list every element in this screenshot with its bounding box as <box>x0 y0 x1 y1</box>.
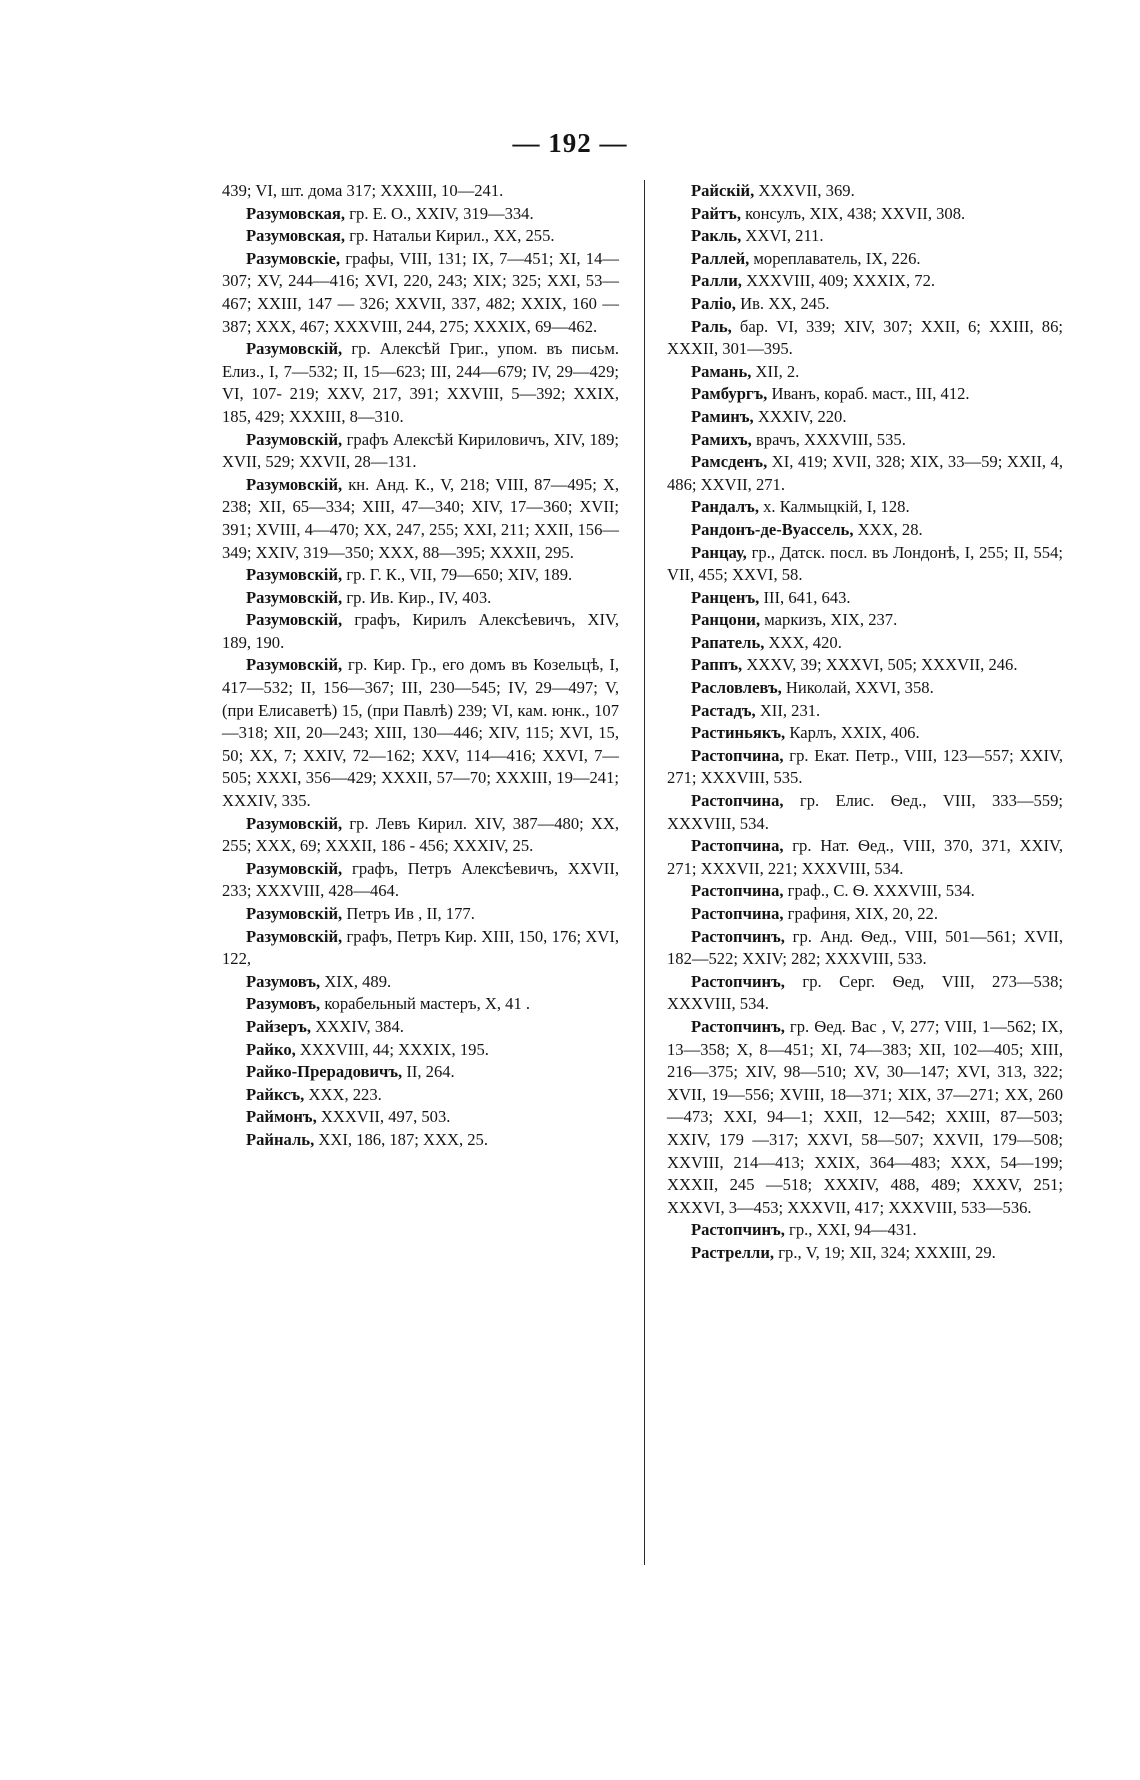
entry-references: гр. Екат. Петр., VIII, 123—557; XXIV, 271; XXXVIII, 535. <box>667 745 1063 788</box>
index-entry <box>222 203 619 226</box>
entry-references: х. Калмыцкій, I, 128. <box>758 497 910 517</box>
entry-headword: Раймонъ, <box>246 1107 317 1127</box>
index-entry <box>222 971 619 994</box>
index-entry <box>667 722 1063 745</box>
entry-references: Петръ Ив , II, 177. <box>342 904 475 923</box>
entry-headword: Растопчина, <box>691 791 784 811</box>
index-entry <box>667 632 1063 655</box>
index-entry <box>667 926 1063 971</box>
index-entry <box>222 564 619 587</box>
entry-headword: Рандалъ, <box>691 497 759 517</box>
entry-references: маркизъ, XIX, 237. <box>760 610 898 630</box>
entry-references: XXXIV, 220. <box>753 406 847 426</box>
entry-headword: Разумовскій, <box>246 904 343 923</box>
column-divider <box>644 180 645 1565</box>
entry-references: граф., С. Ѳ. XXXVIII, 534. <box>783 881 975 901</box>
index-entry <box>222 1039 619 1062</box>
entry-headword: Райналь, <box>246 1129 315 1149</box>
entry-references: XXXVIII, 409; XXXIX, 72. <box>741 271 936 291</box>
entry-references: гр., Датск. посл. въ Лондонѣ, I, 255; II, 554; VII, 455; XXVI, 58. <box>667 542 1063 585</box>
entry-references: XXX, 28. <box>853 519 923 539</box>
entry-headword: Разумовскій, <box>246 429 343 449</box>
index-entry <box>222 993 619 1016</box>
index-column-left <box>222 180 619 1152</box>
entry-headword: Разумовскій, <box>246 565 343 585</box>
entry-headword: Райксъ, <box>246 1084 305 1104</box>
index-entry <box>667 429 1063 452</box>
index-entry <box>222 858 619 903</box>
entry-references: кн. Анд. К., V, 218; VIII, 87—495; X, 238; XII, 65—334; XIII, 47—340; XIV, 17—360; XVII; 391; XVIII, 4—470; XX, 247, 255; XXI, 211; XXII, 156—349; XXIV, 319—350; XXX, 88—395; XXXII, 295. <box>222 474 619 562</box>
entry-references: бар. VI, 339; XIV, 307; XXII, 6; XXIII, 86; XXXII, 301—395. <box>667 316 1063 359</box>
entry-references: графъ, Кирилъ Алексѣевичъ, XIV, 189, 190. <box>222 610 619 652</box>
entry-references: графиня, XIX, 20, 22. <box>783 904 938 923</box>
entry-references: гр., XXI, 94—431. <box>784 1220 917 1240</box>
entry-headword: Растопчинъ, <box>691 1220 785 1240</box>
entry-headword: Раппъ, <box>691 655 743 675</box>
index-entry <box>667 496 1063 519</box>
index-entry <box>667 383 1063 406</box>
index-entry <box>667 248 1063 271</box>
entry-headword: Рамихъ, <box>691 429 752 449</box>
entry-headword: Ралли, <box>691 271 742 291</box>
entry-headword: Разумовскій, <box>246 858 343 878</box>
entry-headword: Райскій, <box>691 181 755 200</box>
entry-headword: Растопчина, <box>691 836 784 856</box>
entry-references: корабельный мастеръ, X, 41 . <box>320 994 531 1014</box>
entry-headword: Ранцау, <box>691 542 747 562</box>
entry-headword: Раллей, <box>691 248 750 268</box>
index-entry <box>667 293 1063 316</box>
entry-references: XXVI, 211. <box>741 226 824 246</box>
entry-headword: Растопчинъ, <box>691 971 785 991</box>
entry-headword: Расловлевъ, <box>691 678 782 698</box>
entry-references: гр. Алексѣй Григ., упом. въ письм. Елиз., I, 7—532; II, 15—623; III, 244—679; IV, 29—429; VI, 107- 219; XXV, 217, 391; XXVIII, 5—392; XXIX, 185, 429; XXXIII, 8—310. <box>222 339 619 426</box>
index-entry <box>667 451 1063 496</box>
index-entry <box>222 1129 619 1152</box>
entry-headword: Рамсденъ, <box>691 452 768 472</box>
entry-references: II, 264. <box>402 1062 455 1082</box>
entry-headword: Растопчина, <box>691 881 784 901</box>
entry-headword: Разумовскій, <box>246 926 343 946</box>
index-entry <box>667 225 1063 248</box>
entry-headword: Разумовскій, <box>246 813 343 833</box>
index-entry <box>222 225 619 248</box>
entry-headword: Раліо, <box>691 293 736 313</box>
index-entry <box>222 429 619 474</box>
entry-references: мореплаватель, IX, 226. <box>749 248 921 268</box>
entry-references: Николай, XXVI, 358. <box>781 678 934 698</box>
entry-references: гр., V, 19; XII, 324; XXXIII, 29. <box>774 1242 996 1262</box>
entry-references: XIX, 489. <box>320 971 392 991</box>
index-entry <box>222 654 619 812</box>
entry-headword: Райко-Прерадовичъ, <box>246 1062 403 1082</box>
entry-headword: Разумовская, <box>246 226 346 246</box>
entry-references: XXXVII, 369. <box>754 181 855 200</box>
index-entry <box>222 1106 619 1129</box>
entry-references: гр. Ив. Кир., IV, 403. <box>342 587 492 607</box>
index-entry <box>667 406 1063 429</box>
entry-references: XXXIV, 384. <box>311 1016 404 1036</box>
entry-headword: Растопчина, <box>691 904 784 923</box>
index-entry <box>667 361 1063 384</box>
entry-references: графы, VIII, 131; IX, 7—451; XI, 14—307; XV, 244—416; XVI, 220, 243; XIX; 325; XXI, 53—467; XXIII, 147 — 326; XXVII, 337, 482; XXIX, 160 — 387; XXX, 467; XXXVIII, 244, 275; XXXIX, 69—462. <box>222 248 619 336</box>
entry-references: XXI, 186, 187; XXX, 25. <box>314 1129 488 1149</box>
index-entry <box>667 654 1063 677</box>
entry-headword: Райтъ, <box>691 203 741 223</box>
entry-references: XXXVIII, 44; XXXIX, 195. <box>295 1039 489 1059</box>
entry-headword: Разумовскій, <box>246 610 343 630</box>
index-entry <box>667 700 1063 723</box>
entry-headword: Растопчинъ, <box>691 1016 785 1036</box>
index-entry <box>222 338 619 428</box>
entry-headword: Ранцони, <box>691 610 761 630</box>
entry-headword: Рандонъ-де-Вуассель, <box>691 519 854 539</box>
entry-references: графъ, Петръ Алексѣевичъ, XXVII, 233; XXXVIII, 428—464. <box>222 858 619 901</box>
entry-headword: Разумовъ, <box>246 971 321 991</box>
index-entry <box>667 587 1063 610</box>
entry-references: XII, 2. <box>751 361 800 381</box>
entry-references: гр. Г. К., VII, 79—650; XIV, 189. <box>342 565 573 585</box>
index-entry <box>667 180 1063 203</box>
index-entry <box>667 316 1063 361</box>
entry-references: врачъ, XXXVIII, 535. <box>751 429 906 449</box>
index-entry <box>667 835 1063 880</box>
entry-headword: Разумовская, <box>246 203 346 223</box>
entry-references: XXXVII, 497, 503. <box>316 1107 451 1127</box>
index-entry <box>667 1242 1063 1265</box>
entry-headword: Разумовскій, <box>246 587 343 607</box>
entry-headword: Разумовскій, <box>246 339 343 359</box>
entry-references: графъ Алексѣй Кириловичъ, XIV, 189; XVII, 529; XXVII, 28—131. <box>222 429 619 472</box>
index-entry <box>667 677 1063 700</box>
entry-references: Ив. XX, 245. <box>735 293 830 313</box>
index-entry <box>222 474 619 564</box>
entry-references: XXX, 223. <box>304 1084 382 1104</box>
entry-headword: Ранценъ, <box>691 587 760 607</box>
entry-headword: Рамбургъ, <box>691 384 768 404</box>
index-entry <box>222 1084 619 1107</box>
index-entry <box>667 609 1063 632</box>
index-entry <box>667 542 1063 587</box>
index-entry <box>222 609 619 654</box>
entry-references: XI, 419; XVII, 328; XIX, 33—59; XXII, 4, 486; XXVII, 271. <box>667 452 1063 494</box>
entry-headword: Раль, <box>691 316 732 336</box>
entry-references: 439; VI, шт. дома 317; XXXIII, 10—241. <box>222 181 504 200</box>
entry-references: гр. Левъ Кирил. XIV, 387—480; XX, 255; XXX, 69; XXXII, 186 - 456; XXXIV, 25. <box>222 813 619 856</box>
entry-headword: Растопчинъ, <box>691 926 785 946</box>
index-entry <box>667 903 1063 926</box>
entry-references: гр. Кир. Гр., его домъ въ Козельцѣ, I, 417—532; II, 156—367; III, 230—545; IV, 29—497; V, (при Елисаветѣ) 15, (при Павлѣ) 239; VI, кам. юнк., 107—318; XII, 20—243; XIII, 130—446; XIV, 115; XVI, 15, 50; XX, 7; XXIV, 72—162; XXV, 114—416; XXVI, 7—505; XXXI, 356—429; XXXII, 57—70; XXXIII, 19—241; XXXIV, 335. <box>222 655 619 811</box>
entry-headword: Разумовскій, <box>246 655 343 675</box>
entry-headword: Разумовъ, <box>246 994 321 1014</box>
entry-headword: Разумовскій, <box>246 474 343 494</box>
entry-references: XXX, 420. <box>764 632 842 652</box>
page-number: — 192 — <box>512 128 628 158</box>
entry-headword: Растрелли, <box>691 1242 775 1262</box>
entry-headword: Рапатель, <box>691 632 765 652</box>
index-entry <box>222 903 619 926</box>
entry-headword: Раминъ, <box>691 406 754 426</box>
entry-references: Карлъ, XXIX, 406. <box>785 723 920 743</box>
index-entry <box>667 745 1063 790</box>
index-entry <box>667 971 1063 1016</box>
index-entry <box>667 203 1063 226</box>
index-entry <box>667 270 1063 293</box>
entry-headword: Райзеръ, <box>246 1016 312 1036</box>
entry-references: гр. Е. О., XXIV, 319—334. <box>345 203 534 223</box>
index-entry <box>222 1016 619 1039</box>
index-entry <box>667 880 1063 903</box>
index-entry <box>222 926 619 971</box>
entry-headword: Разумовскіе, <box>246 248 341 268</box>
entry-references: гр. Серг. Ѳед, VIII, 273—538; XXXVIII, 534. <box>667 971 1063 1014</box>
index-entry <box>222 813 619 858</box>
entry-headword: Растопчина, <box>691 745 784 765</box>
index-entry <box>667 790 1063 835</box>
index-column-right <box>667 180 1063 1265</box>
entry-references: консулъ, XIX, 438; XXVII, 308. <box>740 203 966 223</box>
entry-references: XXXV, 39; XXXVI, 505; XXXVII, 246. <box>742 655 1018 675</box>
entry-references: гр. Натальи Кирил., XX, 255. <box>345 226 555 246</box>
entry-references: гр. Нат. Ѳед., VIII, 370, 371, XXIV, 271; XXXVII, 221; XXXVIII, 534. <box>667 836 1063 878</box>
entry-references: Иванъ, кораб. маст., III, 412. <box>767 384 970 404</box>
entry-references: гр. Елис. Ѳед., VIII, 333—559; XXXVIII, 534. <box>667 791 1063 833</box>
entry-headword: Растиньякъ, <box>691 723 786 743</box>
index-entry <box>667 1016 1063 1219</box>
entry-references: графъ, Петръ Кир. XIII, 150, 176; XVI, 122, <box>222 926 619 969</box>
entry-headword: Райко, <box>246 1039 296 1059</box>
entry-headword: Рамань, <box>691 361 752 381</box>
entry-references: XII, 231. <box>755 700 821 720</box>
entry-references: гр. Анд. Ѳед., VIII, 501—561; XVII, 182—522; XXIV; 282; XXXVIII, 533. <box>667 926 1063 969</box>
index-entry <box>222 248 619 338</box>
entry-references: III, 641, 643. <box>759 587 851 607</box>
entry-references: гр. Ѳед. Вас , V, 277; VIII, 1—562; IX, 13—358; X, 8—451; XI, 74—383; XII, 102—405; XIII, 216—375; XIV, 98—510; XV, 30—147; XVI, 313, 322; XVII, 19—556; XVIII, 18—371; XIX, 37—271; XX, 260—473; XXI, 94—1; XXII, 12—542; XXIII, 87—503; XXIV, 179 —317; XXVI, 58—507; XXVII, 179—508; XXVIII, 214—413; XXIX, 364—483; XXX, 54—199; XXXII, 245 —518; XXXIV, 488, 489; XXXV, 251; XXXVI, 3—453; XXXVII, 417; XXXVIII, 533—536. <box>667 1016 1063 1217</box>
index-entry <box>222 587 619 610</box>
entry-headword: Растадъ, <box>691 700 756 720</box>
index-entry <box>222 1061 619 1084</box>
entry-headword: Ракль, <box>691 226 742 246</box>
index-entry <box>667 1219 1063 1242</box>
index-entry <box>667 519 1063 542</box>
index-entry <box>222 180 619 203</box>
